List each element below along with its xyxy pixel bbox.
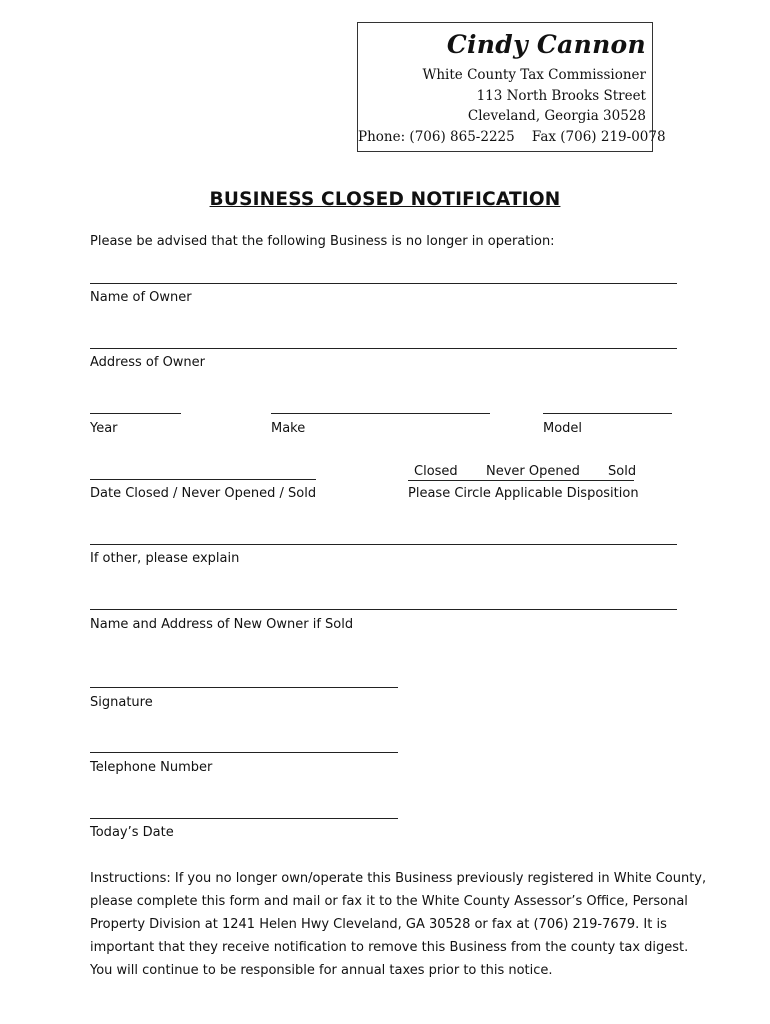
intro-text: Please be advised that the following Business is no longer in operation: <box>90 234 555 249</box>
new-owner-line[interactable] <box>90 609 677 610</box>
date-closed-label: Date Closed / Never Opened / Sold <box>90 486 317 501</box>
instructions-paragraph <box>90 867 707 982</box>
disposition-never-opened[interactable]: Never Opened <box>486 464 580 479</box>
make-line[interactable] <box>271 413 490 414</box>
disposition-underline <box>408 480 634 481</box>
other-explain-label: If other, please explain <box>90 551 240 566</box>
letterhead-phone-fax: Phone: (706) 865-2225 Fax (706) 219-0078 <box>358 128 666 145</box>
todays-date-label: Today’s Date <box>90 825 174 840</box>
instructions-line: important that they receive notification to remove this Business from the county tax digest. <box>90 940 689 955</box>
instructions-line: Property Division at 1241 Helen Hwy Cleveland, GA 30528 or fax at (706) 219-7679. It is <box>90 917 667 932</box>
letterhead-city: Cleveland, Georgia 30528 <box>467 108 646 124</box>
letterhead-box <box>357 22 666 152</box>
model-line[interactable] <box>543 413 672 414</box>
signature-line[interactable] <box>90 687 398 688</box>
disposition-closed[interactable]: Closed <box>414 464 458 479</box>
signature-label: Signature <box>90 695 153 710</box>
telephone-label: Telephone Number <box>90 760 213 775</box>
year-label: Year <box>90 421 118 436</box>
owner-address-line[interactable] <box>90 348 677 349</box>
model-label: Model <box>543 421 583 436</box>
owner-address-label: Address of Owner <box>90 355 206 370</box>
date-closed-line[interactable] <box>90 479 316 480</box>
form-title: BUSINESS CLOSED NOTIFICATION <box>209 189 561 210</box>
todays-date-line[interactable] <box>90 818 398 819</box>
instructions-line: You will continue to be responsible for annual taxes prior to this notice. <box>90 963 553 978</box>
other-explain-line[interactable] <box>90 544 677 545</box>
new-owner-label: Name and Address of New Owner if Sold <box>90 617 354 632</box>
commissioner-name: Cindy Cannon <box>446 30 646 59</box>
telephone-line[interactable] <box>90 752 398 753</box>
year-line[interactable] <box>90 413 181 414</box>
instructions-line: Instructions: If you no longer own/operate this Business previously registered in White County, <box>90 871 707 886</box>
instructions-line: please complete this form and mail or fax it to the White County Assessor’s Office, Personal <box>90 894 688 909</box>
letterhead-street: 113 North Brooks Street <box>476 87 646 104</box>
disposition-label: Please Circle Applicable Disposition <box>408 486 639 501</box>
make-label: Make <box>271 421 306 436</box>
disposition-sold[interactable]: Sold <box>608 464 637 479</box>
owner-name-label: Name of Owner <box>90 290 192 305</box>
owner-name-line[interactable] <box>90 283 677 284</box>
letterhead-office: White County Tax Commissioner <box>422 67 646 83</box>
